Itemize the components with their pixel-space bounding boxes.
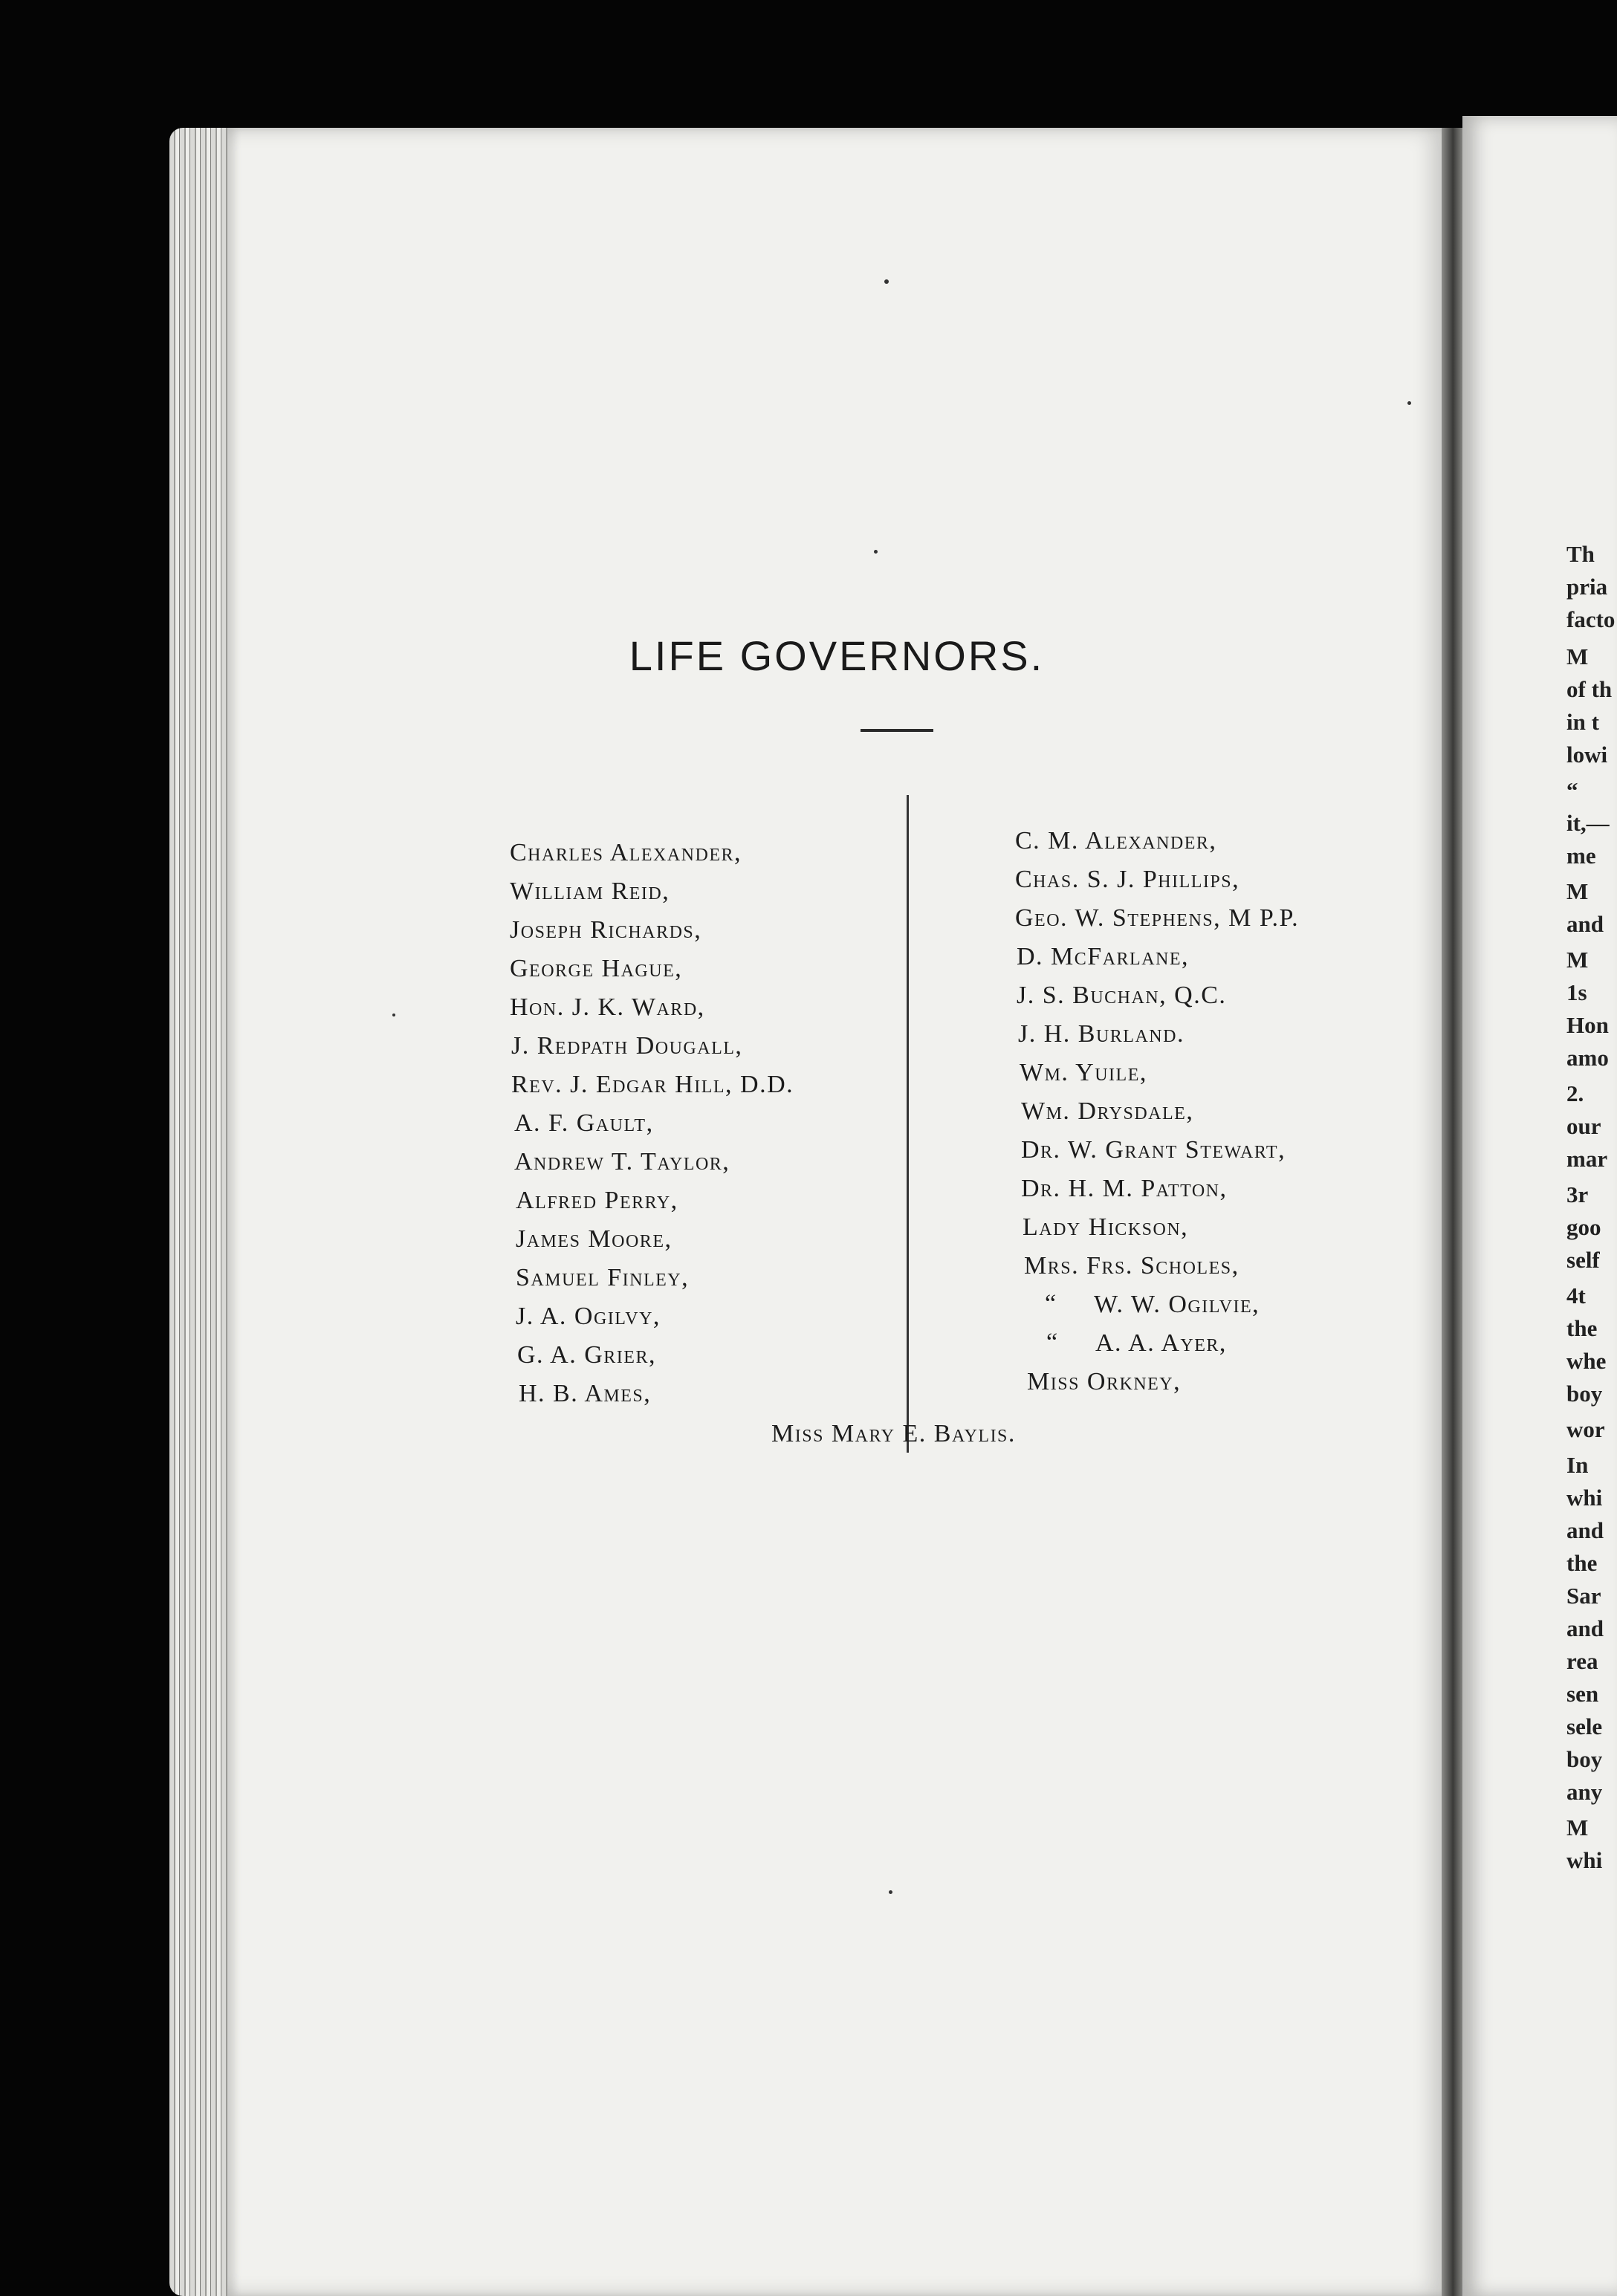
facing-page-line: goo (1566, 1214, 1601, 1240)
governor-name: Charles Alexander, (510, 839, 742, 866)
governor-name: J. Redpath Dougall, (511, 1032, 743, 1060)
facing-page-line: whi (1566, 1847, 1603, 1873)
facing-page-line: In (1566, 1452, 1589, 1478)
facing-page-line: amo (1566, 1045, 1609, 1071)
governor-name: Geo. W. Stephens, M P.P. (1015, 904, 1300, 932)
governor-name: James Moore, (516, 1225, 673, 1253)
governor-name: Dr. H. M. Patton, (1021, 1175, 1228, 1202)
facing-page-line: M (1566, 1815, 1589, 1841)
ditto-mark: “ (1046, 1329, 1058, 1356)
facing-page-line: mar (1566, 1146, 1608, 1172)
facing-page-line: and (1566, 911, 1604, 937)
footer-governor-name: Miss Mary E. Baylis. (771, 1420, 1016, 1447)
governor-name: Wm. Yuile, (1020, 1059, 1147, 1086)
governor-name: Wm. Drysdale, (1021, 1097, 1194, 1125)
facing-page-line: sen (1566, 1681, 1599, 1707)
governor-name: Andrew T. Taylor, (514, 1148, 730, 1175)
governor-name: Miss Orkney, (1027, 1368, 1182, 1395)
governor-name: George Hague, (510, 955, 683, 982)
governor-name: Hon. J. K. Ward, (510, 993, 705, 1021)
facing-page-line: it,— (1566, 810, 1610, 836)
facing-page-line: 4t (1566, 1282, 1586, 1308)
column-divider (907, 795, 909, 1453)
facing-page-line: boy (1566, 1381, 1603, 1407)
facing-page-line: M (1566, 947, 1589, 973)
governor-name: J. S. Buchan, Q.C. (1017, 982, 1227, 1009)
facing-page-line: in t (1566, 709, 1599, 735)
governor-name: D. McFarlane, (1017, 943, 1190, 970)
facing-page-line: M (1566, 878, 1589, 904)
dust-speck (889, 1890, 892, 1894)
ditto-mark: “ (1045, 1290, 1057, 1317)
governor-name: Samuel Finley, (516, 1264, 690, 1291)
facing-page-line: 2. (1566, 1080, 1584, 1106)
facing-page-line: facto (1566, 606, 1616, 632)
facing-page-line: sele (1566, 1713, 1603, 1739)
facing-page-line: pria (1566, 574, 1608, 600)
dust-speck (392, 1014, 395, 1016)
governor-name: A. A. Ayer, (1095, 1329, 1227, 1357)
title-rule (861, 729, 933, 732)
governor-name: William Reid, (510, 878, 670, 905)
facing-page-line: of th (1566, 676, 1613, 702)
governor-name: J. A. Ogilvy, (516, 1303, 661, 1330)
facing-page-line: wor (1566, 1416, 1605, 1442)
governor-name: W. W. Ogilvie, (1094, 1291, 1260, 1318)
governor-name: Mrs. Frs. Scholes, (1024, 1252, 1240, 1280)
facing-page-line: the (1566, 1315, 1598, 1341)
facing-page-line: and (1566, 1615, 1604, 1641)
facing-page-line: self (1566, 1247, 1600, 1273)
governor-name: Alfred Perry, (516, 1187, 678, 1214)
facing-page-line: Hon (1566, 1012, 1609, 1038)
dust-speck (1407, 401, 1411, 405)
facing-page-line: M (1566, 643, 1589, 669)
facing-page-line: rea (1566, 1648, 1598, 1674)
facing-page-line: “ (1566, 777, 1578, 803)
facing-page-line: Th (1566, 541, 1595, 567)
governor-name: Joseph Richards, (510, 916, 702, 944)
governor-name: Dr. W. Grant Stewart, (1021, 1136, 1286, 1164)
governor-name: C. M. Alexander, (1015, 827, 1217, 854)
dust-speck (874, 550, 878, 554)
facing-page-line: any (1566, 1779, 1603, 1805)
facing-page-line: whi (1566, 1485, 1603, 1511)
governor-name: Lady Hickson, (1023, 1213, 1189, 1241)
facing-page-line: 1s (1566, 979, 1587, 1005)
facing-page-line: Sar (1566, 1583, 1601, 1609)
dust-speck (884, 279, 889, 284)
governor-name: G. A. Grier, (517, 1341, 656, 1369)
facing-page-line: and (1566, 1517, 1604, 1543)
governor-name: Chas. S. J. Phillips, (1015, 866, 1240, 893)
facing-page-line: whe (1566, 1348, 1607, 1374)
facing-page-line: boy (1566, 1746, 1603, 1772)
governor-name: A. F. Gault, (514, 1109, 654, 1137)
left-page (227, 128, 1446, 2296)
page-title: LIFE GOVERNORS. (629, 632, 1045, 679)
facing-page-line: 3r (1566, 1181, 1589, 1207)
governor-name: H. B. Ames, (519, 1380, 652, 1407)
facing-page-line: lowi (1566, 742, 1608, 768)
governor-name: J. H. Burland. (1018, 1020, 1185, 1048)
facing-page (1462, 116, 1617, 2296)
facing-page-line: our (1566, 1113, 1601, 1139)
facing-page-line: the (1566, 1550, 1598, 1576)
facing-page-line: me (1566, 843, 1596, 869)
governor-name: Rev. J. Edgar Hill, D.D. (511, 1071, 794, 1098)
